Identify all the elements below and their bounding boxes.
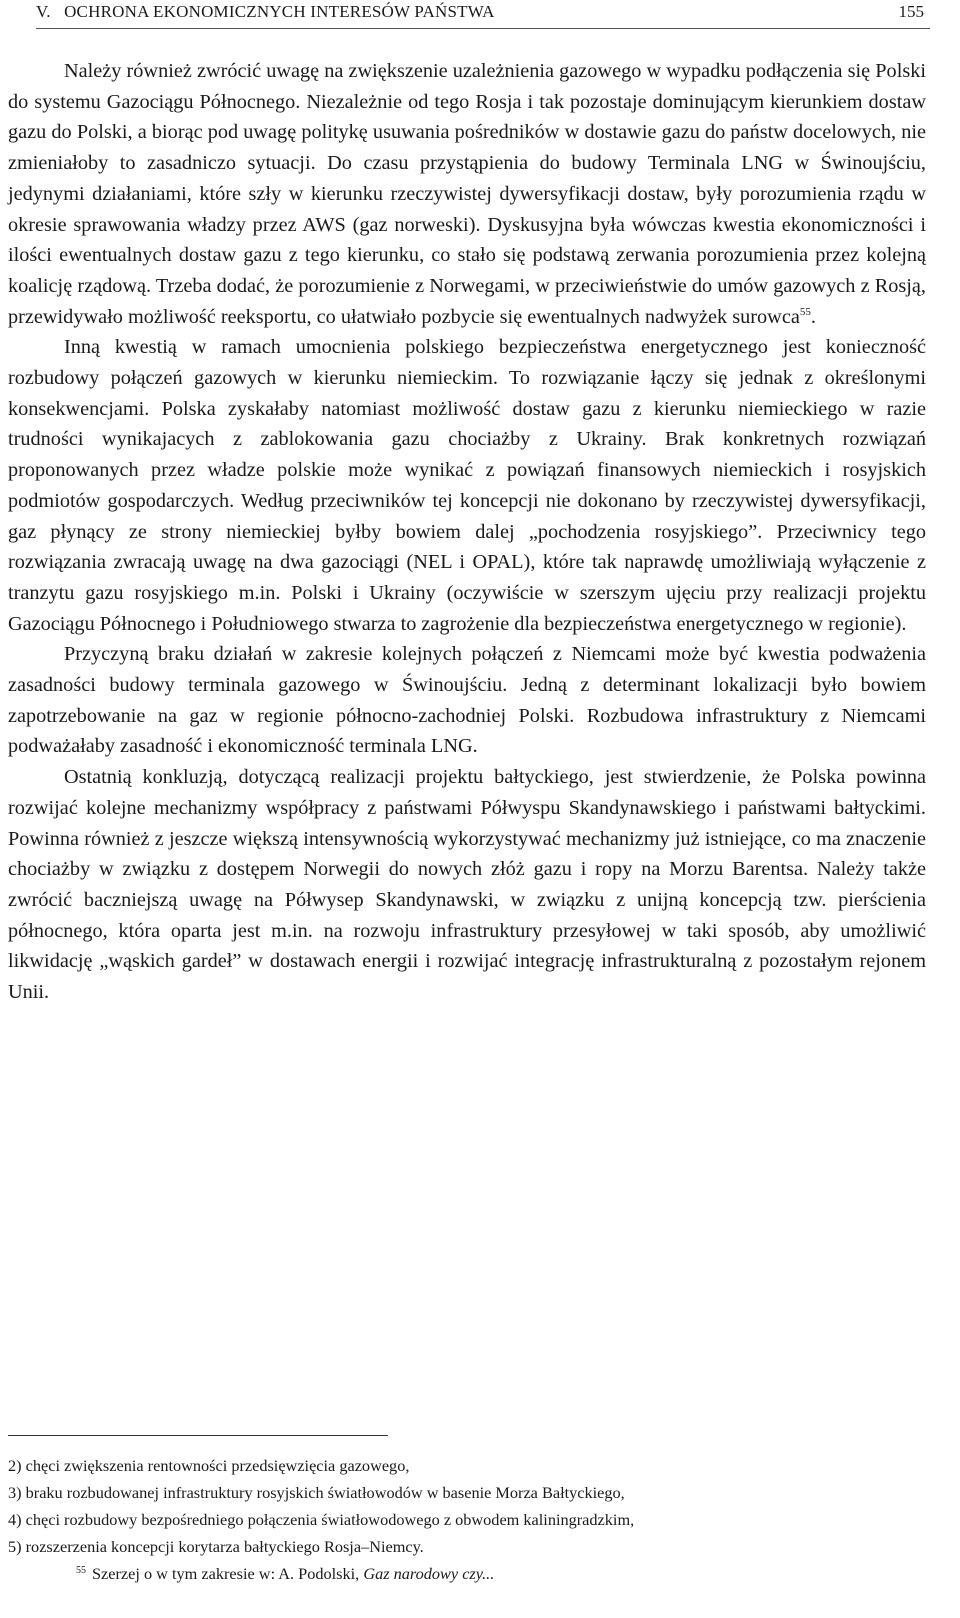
page-number: 155 bbox=[898, 2, 924, 21]
paragraph-1-text: Należy również zwrócić uwagę na zwiększenie uzależnienia gazowego w wypadku podłączenia się Polski do systemu Gazociągu Północnego. Niezależnie od tego Rosja i tak pozostaje dominującym kierunkiem dostaw gazu do Polski, a biorąc pod uwagę politykę usuwania pośredników w dostawie gazu do państw docelowych, nie zmieniałoby to zasadniczo sytuacji. Do czasu przystąpienia do budowy Terminala LNG w Świnoujściu, jedynymi działaniami, które szły w kierunku rzeczywistej dywersyfikacji dostaw, były porozumienia rządu w okresie sprawowania władzy przez AWS (gaz norweski). Dyskusyjna była wówczas kwestia ekonomiczności i ilości ewentualnych dostaw gazu z tego kierunku, co stało się podstawą zerwania porozumienia przez kolejną koalicję rządową. Trzeba dodać, że porozumienie z Norwegami, w przeciwieństwie do umów gazowych z Rosją, przewidywało możliwość reeksportu, co ułatwiało pozbycie się ewentualnych nadwyżek surowca bbox=[8, 60, 926, 328]
footnote-list-item-4: 4) chęci rozbudowy bezpośredniego połączenia światłowodowego z obwodem kaliningradzkim, bbox=[8, 1510, 635, 1529]
footnote-list-item-3: 3) braku rozbudowanej infrastruktury rosyjskich światłowodów w basenie Morza Bałtyckiego, bbox=[8, 1483, 625, 1502]
paragraph-3: Przyczyną braku działań w zakresie kolejnych połączeń z Niemcami może być kwestia podważenia zasadności budowy terminala gazowego w Świnoujściu. Jedną z determinant lokalizacji było bowiem zapotrzebowanie na gaz w regionie północno-zachodniej Polski. Rozbudowa infrastruktury z Niemcami podważałaby zasadność i ekonomiczność terminala LNG. bbox=[8, 643, 926, 758]
paragraph-1 bbox=[8, 56, 926, 332]
chapter-title: V. OCHRONA EKONOMICZNYCH INTERESÓW PAŃSTWA bbox=[36, 2, 495, 21]
footnotes bbox=[8, 1452, 926, 1587]
footnote-ref-55[interactable]: 55 bbox=[799, 305, 811, 318]
paragraph-1-end: . bbox=[810, 305, 816, 328]
footnote-number: 55 bbox=[76, 1564, 86, 1576]
footnote-text: Szerzej o w tym zakresie w: A. Podolski, bbox=[92, 1564, 364, 1583]
running-header bbox=[36, 2, 930, 29]
footnote-55 bbox=[8, 1560, 926, 1587]
main-text bbox=[8, 56, 926, 1008]
footnote-list-item-5: 5) rozszerzenia koncepcji korytarza bałtyckiego Rosja–Niemcy. bbox=[8, 1537, 424, 1556]
paragraph-4: Ostatnią konkluzją, dotyczącą realizacji projektu bałtyckiego, jest stwierdzenie, że Polska powinna rozwijać kolejne mechanizmy współpracy z państwami Półwyspu Skandynawskiego i państwami bałtyckimi. Powinna również z jeszcze większą intensywnością wykorzystywać mechanizmy już istniejące, co ma znaczenie chociażby w związku z dostępem Norwegii do nowych złóż gazu i ropy na Morzu Barentsa. Należy także zwrócić baczniejszą uwagę na Półwysep Skandynawski, w związku z unijną koncepcją tzw. pierścienia północnego, która oparta jest m.in. na rozwoju infrastruktury przesyłowej w taki sposób, aby umożliwić likwidację „wąskich gardeł” w dostawach energii i rozwijać integrację infrastrukturalną z pozostałym rejonem Unii. bbox=[8, 766, 926, 1004]
footnote-list-item-2: 2) chęci zwiększenia rentowności przedsięwzięcia gazowego, bbox=[8, 1456, 410, 1475]
paragraph-2: Inną kwestią w ramach umocnienia polskiego bezpieczeństwa energetycznego jest konieczność rozbudowy połączeń gazowych w kierunku niemieckim. To rozwiązanie łączy się jednak z określonymi konsekwencjami. Polska zyskałaby natomiast możliwość dostaw gazu z kierunku niemieckiego w razie trudności wynikajacych z zablokowania gazu chociażby z Ukrainy. Brak konkretnych rozwiązań proponowanych przez władze polskie może wynikać z powiązań finansowych niemieckich i rosyjskich podmiotów gospodarczych. Według przeciwników tej koncepcji nie dokonano by rzeczywistej dywersyfikacji, gaz płynący ze strony niemieckiej byłby bowiem dalej „pochodzenia rosyjskiego”. Przeciwnicy tego rozwiązania zwracają uwagę na dwa gazociągi (NEL i OPAL), które tak naprawdę umożliwiają wyłączenie z tranzytu gazu rosyjskiego m.in. Polski i Ukrainy (oczywiście w szerszym ujęciu przy realizacji projektu Gazociągu Północnego i Południowego stwarza to zagrożenie dla bezpieczeństwa energetycznego w regionie). bbox=[8, 336, 926, 635]
footnote-separator bbox=[8, 1435, 388, 1436]
footnote-cited-title: Gaz narodowy czy... bbox=[363, 1564, 495, 1583]
